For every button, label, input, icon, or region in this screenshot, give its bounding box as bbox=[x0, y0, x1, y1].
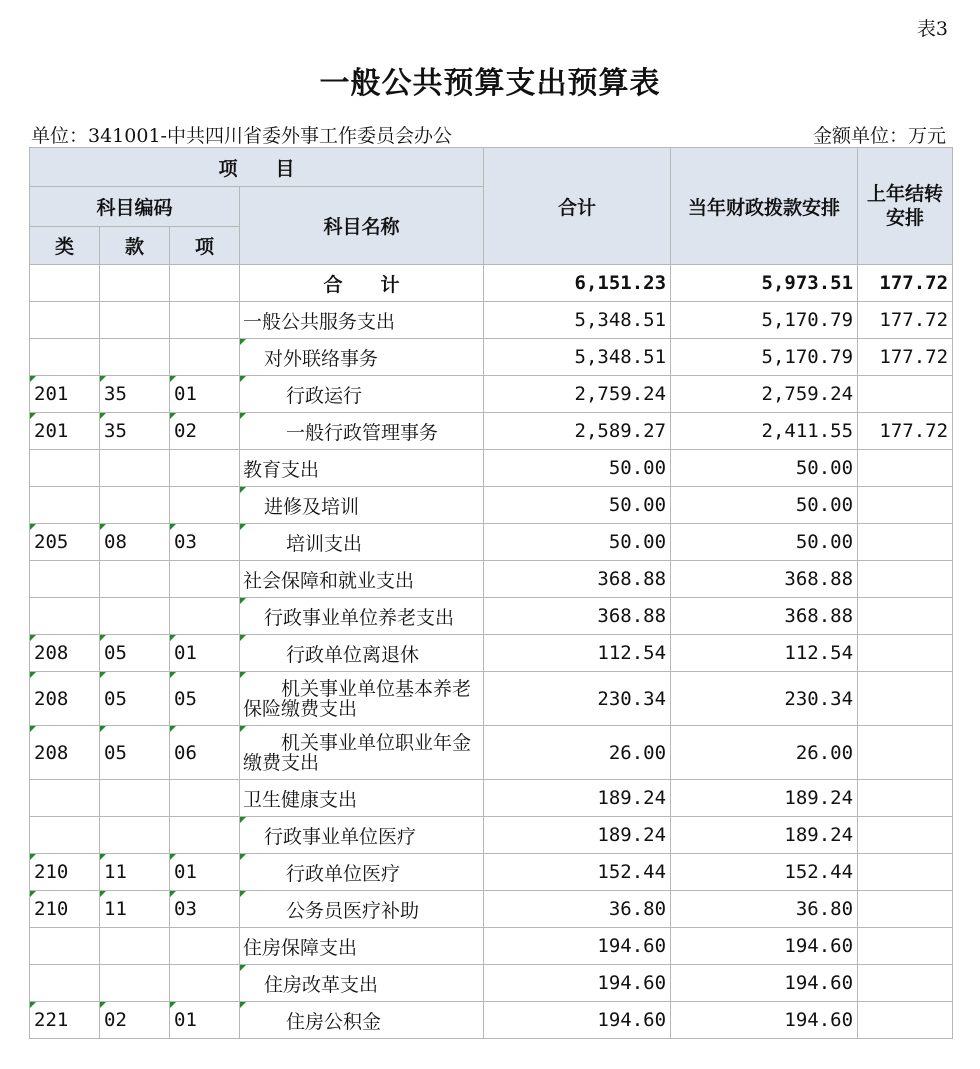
cell-name: 行政单位医疗 bbox=[240, 854, 484, 891]
cell-carryover bbox=[858, 780, 953, 817]
cell-name: 对外联络事务 bbox=[240, 339, 484, 376]
total-amount: 6,151.23 bbox=[484, 265, 671, 302]
table-row bbox=[30, 376, 953, 413]
cell-name: 行政事业单位医疗 bbox=[240, 817, 484, 854]
cell-current: 36.80 bbox=[671, 891, 858, 928]
cell-xiang bbox=[170, 598, 240, 635]
cell-current: 189.24 bbox=[671, 817, 858, 854]
table-row bbox=[30, 487, 953, 524]
cell-kuan bbox=[100, 487, 170, 524]
total-current: 5,973.51 bbox=[671, 265, 858, 302]
cell-carryover bbox=[858, 561, 953, 598]
table-row bbox=[30, 302, 953, 339]
cell-carryover: 177.72 bbox=[858, 413, 953, 450]
table-row bbox=[30, 1002, 953, 1039]
cell-current: 5,170.79 bbox=[671, 302, 858, 339]
header-item: 项 目 bbox=[30, 148, 484, 187]
cell-carryover bbox=[858, 524, 953, 561]
header-code-group: 科目编码 bbox=[30, 187, 240, 227]
total-carryover: 177.72 bbox=[858, 265, 953, 302]
cell-kuan: 11 bbox=[100, 891, 170, 928]
cell-kuan bbox=[100, 965, 170, 1002]
cell-carryover bbox=[858, 635, 953, 672]
cell-total: 50.00 bbox=[484, 487, 671, 524]
cell-xiang: 05 bbox=[170, 672, 240, 726]
cell-carryover: 177.72 bbox=[858, 302, 953, 339]
cell-kuan bbox=[100, 780, 170, 817]
cell-lei bbox=[30, 339, 100, 376]
cell-xiang bbox=[170, 561, 240, 598]
cell-xiang bbox=[170, 965, 240, 1002]
budget-table bbox=[29, 147, 953, 1039]
table-row bbox=[30, 817, 953, 854]
cell-kuan bbox=[100, 302, 170, 339]
cell-lei bbox=[30, 780, 100, 817]
table-row bbox=[30, 561, 953, 598]
table-row bbox=[30, 965, 953, 1002]
cell-total: 2,759.24 bbox=[484, 376, 671, 413]
cell-kuan: 08 bbox=[100, 524, 170, 561]
cell-name: 住房保障支出 bbox=[240, 928, 484, 965]
header-total: 合计 bbox=[484, 148, 671, 265]
cell-carryover bbox=[858, 854, 953, 891]
cell-current: 2,759.24 bbox=[671, 376, 858, 413]
cell-total: 194.60 bbox=[484, 965, 671, 1002]
table-row bbox=[30, 413, 953, 450]
cell-current: 230.34 bbox=[671, 672, 858, 726]
cell-xiang bbox=[170, 928, 240, 965]
cell-name: 卫生健康支出 bbox=[240, 780, 484, 817]
cell-lei: 208 bbox=[30, 672, 100, 726]
cell-xiang: 01 bbox=[170, 635, 240, 672]
cell-carryover bbox=[858, 672, 953, 726]
total-lei bbox=[30, 265, 100, 302]
cell-xiang: 01 bbox=[170, 1002, 240, 1039]
cell-current: 368.88 bbox=[671, 598, 858, 635]
cell-total: 230.34 bbox=[484, 672, 671, 726]
cell-lei: 201 bbox=[30, 376, 100, 413]
table-row bbox=[30, 672, 953, 726]
cell-current: 50.00 bbox=[671, 450, 858, 487]
cell-current: 194.60 bbox=[671, 928, 858, 965]
cell-lei bbox=[30, 817, 100, 854]
cell-name: 住房公积金 bbox=[240, 1002, 484, 1039]
cell-lei: 210 bbox=[30, 854, 100, 891]
cell-xiang: 06 bbox=[170, 726, 240, 780]
unit-label: 单位：341001-中共四川省委外事工作委员会办公 bbox=[31, 125, 452, 147]
cell-carryover: 177.72 bbox=[858, 339, 953, 376]
amount-unit-label: 金额单位：万元 bbox=[812, 125, 946, 147]
cell-kuan: 05 bbox=[100, 635, 170, 672]
cell-kuan: 35 bbox=[100, 413, 170, 450]
cell-name: 教育支出 bbox=[240, 450, 484, 487]
cell-carryover bbox=[858, 726, 953, 780]
cell-kuan bbox=[100, 928, 170, 965]
cell-lei: 210 bbox=[30, 891, 100, 928]
cell-kuan: 35 bbox=[100, 376, 170, 413]
cell-total: 2,589.27 bbox=[484, 413, 671, 450]
cell-current: 112.54 bbox=[671, 635, 858, 672]
cell-current: 189.24 bbox=[671, 780, 858, 817]
page-title: 一般公共预算支出预算表 bbox=[319, 66, 661, 101]
cell-total: 26.00 bbox=[484, 726, 671, 780]
cell-carryover bbox=[858, 817, 953, 854]
total-xiang bbox=[170, 265, 240, 302]
cell-lei: 205 bbox=[30, 524, 100, 561]
cell-lei: 221 bbox=[30, 1002, 100, 1039]
table-row bbox=[30, 450, 953, 487]
cell-lei: 208 bbox=[30, 726, 100, 780]
cell-lei bbox=[30, 598, 100, 635]
table-row bbox=[30, 891, 953, 928]
cell-xiang bbox=[170, 487, 240, 524]
header-name: 科目名称 bbox=[240, 187, 484, 265]
header-lei: 类 bbox=[30, 227, 100, 265]
cell-total: 189.24 bbox=[484, 780, 671, 817]
cell-current: 50.00 bbox=[671, 524, 858, 561]
header-current-appropriation: 当年财政拨款安排 bbox=[671, 148, 858, 265]
cell-name: 进修及培训 bbox=[240, 487, 484, 524]
total-kuan bbox=[100, 265, 170, 302]
cell-total: 152.44 bbox=[484, 854, 671, 891]
cell-carryover bbox=[858, 598, 953, 635]
cell-kuan bbox=[100, 339, 170, 376]
table-row bbox=[30, 524, 953, 561]
cell-name: 社会保障和就业支出 bbox=[240, 561, 484, 598]
cell-total: 194.60 bbox=[484, 1002, 671, 1039]
header-kuan: 款 bbox=[100, 227, 170, 265]
cell-lei bbox=[30, 928, 100, 965]
cell-name: 公务员医疗补助 bbox=[240, 891, 484, 928]
cell-total: 368.88 bbox=[484, 561, 671, 598]
table-number: 表3 bbox=[916, 18, 948, 40]
cell-carryover bbox=[858, 891, 953, 928]
cell-kuan bbox=[100, 561, 170, 598]
cell-current: 194.60 bbox=[671, 965, 858, 1002]
cell-name: 培训支出 bbox=[240, 524, 484, 561]
total-label: 合 计 bbox=[240, 265, 484, 302]
total-row bbox=[30, 265, 953, 302]
cell-xiang bbox=[170, 302, 240, 339]
cell-kuan: 05 bbox=[100, 726, 170, 780]
cell-xiang: 01 bbox=[170, 376, 240, 413]
cell-xiang: 03 bbox=[170, 524, 240, 561]
cell-name: 住房改革支出 bbox=[240, 965, 484, 1002]
table-row bbox=[30, 726, 953, 780]
cell-total: 36.80 bbox=[484, 891, 671, 928]
cell-carryover bbox=[858, 965, 953, 1002]
table-row bbox=[30, 928, 953, 965]
cell-current: 5,170.79 bbox=[671, 339, 858, 376]
cell-total: 5,348.51 bbox=[484, 339, 671, 376]
cell-current: 50.00 bbox=[671, 487, 858, 524]
cell-xiang bbox=[170, 780, 240, 817]
table-row bbox=[30, 854, 953, 891]
header-carryover: 上年结转安排 bbox=[858, 148, 953, 265]
cell-xiang bbox=[170, 817, 240, 854]
cell-current: 194.60 bbox=[671, 1002, 858, 1039]
cell-carryover bbox=[858, 1002, 953, 1039]
cell-name: 机关事业单位职业年金缴费支出 bbox=[240, 726, 484, 780]
cell-total: 5,348.51 bbox=[484, 302, 671, 339]
table-row bbox=[30, 339, 953, 376]
cell-name: 行政事业单位养老支出 bbox=[240, 598, 484, 635]
cell-name: 行政单位离退休 bbox=[240, 635, 484, 672]
table-row bbox=[30, 598, 953, 635]
table-row bbox=[30, 780, 953, 817]
cell-lei bbox=[30, 561, 100, 598]
cell-kuan: 02 bbox=[100, 1002, 170, 1039]
cell-lei bbox=[30, 450, 100, 487]
cell-name: 一般公共服务支出 bbox=[240, 302, 484, 339]
cell-total: 112.54 bbox=[484, 635, 671, 672]
cell-name: 行政运行 bbox=[240, 376, 484, 413]
cell-carryover bbox=[858, 450, 953, 487]
cell-total: 368.88 bbox=[484, 598, 671, 635]
cell-carryover bbox=[858, 376, 953, 413]
cell-lei bbox=[30, 487, 100, 524]
cell-kuan bbox=[100, 450, 170, 487]
cell-kuan: 11 bbox=[100, 854, 170, 891]
table-row bbox=[30, 635, 953, 672]
cell-lei: 201 bbox=[30, 413, 100, 450]
header-xiang: 项 bbox=[170, 227, 240, 265]
cell-name: 一般行政管理事务 bbox=[240, 413, 484, 450]
cell-xiang: 01 bbox=[170, 854, 240, 891]
cell-lei: 208 bbox=[30, 635, 100, 672]
cell-xiang bbox=[170, 450, 240, 487]
cell-xiang: 03 bbox=[170, 891, 240, 928]
cell-lei bbox=[30, 965, 100, 1002]
cell-kuan bbox=[100, 817, 170, 854]
cell-kuan bbox=[100, 598, 170, 635]
cell-name: 机关事业单位基本养老保险缴费支出 bbox=[240, 672, 484, 726]
cell-kuan: 05 bbox=[100, 672, 170, 726]
cell-current: 26.00 bbox=[671, 726, 858, 780]
cell-lei bbox=[30, 302, 100, 339]
cell-total: 194.60 bbox=[484, 928, 671, 965]
cell-current: 2,411.55 bbox=[671, 413, 858, 450]
cell-xiang: 02 bbox=[170, 413, 240, 450]
cell-total: 50.00 bbox=[484, 450, 671, 487]
cell-current: 368.88 bbox=[671, 561, 858, 598]
cell-current: 152.44 bbox=[671, 854, 858, 891]
cell-total: 189.24 bbox=[484, 817, 671, 854]
cell-carryover bbox=[858, 487, 953, 524]
cell-carryover bbox=[858, 928, 953, 965]
cell-total: 50.00 bbox=[484, 524, 671, 561]
cell-xiang bbox=[170, 339, 240, 376]
